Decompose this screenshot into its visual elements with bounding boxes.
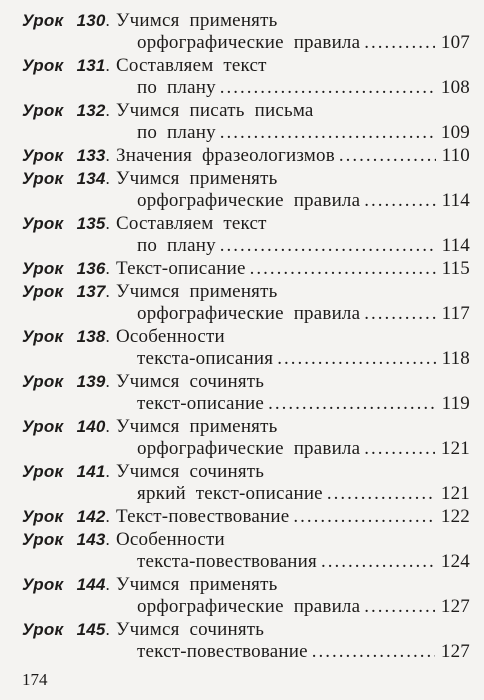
page-reference: 124 bbox=[440, 551, 470, 572]
toc-entry-continuation bbox=[22, 303, 470, 325]
lesson-word: Урок bbox=[22, 462, 64, 481]
lesson-title-text: Особенности bbox=[116, 326, 225, 347]
lesson-title bbox=[116, 506, 441, 528]
lesson-title-text: орфографические правила bbox=[137, 190, 361, 211]
lesson-title-text: Учимся сочинять bbox=[116, 461, 265, 482]
lesson-number: 145 bbox=[76, 620, 106, 639]
toc-entry-line bbox=[22, 371, 470, 393]
lesson-title bbox=[116, 213, 470, 235]
lesson-number: 142 bbox=[76, 507, 106, 526]
toc-entry-continuation bbox=[22, 438, 470, 460]
lesson-word: Урок bbox=[22, 372, 64, 391]
lesson-label: Урок 130. bbox=[22, 11, 110, 30]
lesson-title-text: текста-описания bbox=[137, 348, 274, 369]
lesson-label: Урок 145. bbox=[22, 620, 110, 639]
lesson-label: Урок 132. bbox=[22, 101, 110, 120]
lesson-number: 134 bbox=[76, 169, 106, 188]
toc-entry bbox=[22, 10, 470, 54]
lesson-word: Урок bbox=[22, 146, 64, 165]
lesson-title bbox=[137, 303, 442, 325]
lesson-word: Урок bbox=[22, 327, 64, 346]
lesson-number: 143 bbox=[76, 530, 106, 549]
toc-entry-continuation bbox=[22, 483, 470, 505]
lesson-title-text: по плану bbox=[137, 235, 216, 256]
toc-entry bbox=[22, 574, 470, 618]
lesson-label: Урок 137. bbox=[22, 282, 110, 301]
lesson-title-text: Учимся применять bbox=[116, 168, 278, 189]
dot-leader bbox=[220, 122, 435, 144]
lesson-label: Урок 134. bbox=[22, 169, 110, 188]
toc-entry-continuation bbox=[22, 77, 470, 99]
toc-entry-line bbox=[22, 326, 470, 348]
toc-entry-line bbox=[22, 100, 470, 122]
lesson-label: Урок 143. bbox=[22, 530, 110, 549]
lesson-title bbox=[137, 551, 441, 573]
lesson-label: Урок 140. bbox=[22, 417, 110, 436]
lesson-word: Урок bbox=[22, 507, 64, 526]
toc-entry-continuation bbox=[22, 32, 470, 54]
toc-entry-line bbox=[22, 506, 470, 528]
dot-leader bbox=[250, 258, 436, 280]
lesson-title bbox=[116, 55, 470, 77]
lesson-number: 132 bbox=[76, 101, 106, 120]
dot-leader bbox=[293, 506, 435, 528]
lesson-number: 139 bbox=[76, 372, 106, 391]
lesson-title bbox=[137, 77, 441, 99]
toc-entry-line bbox=[22, 619, 470, 641]
page-reference: 115 bbox=[441, 258, 470, 279]
toc-entry bbox=[22, 258, 470, 280]
toc-entry bbox=[22, 326, 470, 370]
toc-entry bbox=[22, 619, 470, 663]
toc-entry-line bbox=[22, 281, 470, 303]
lesson-label: Урок 138. bbox=[22, 327, 110, 346]
toc-entry-line bbox=[22, 574, 470, 596]
dot-leader bbox=[364, 32, 435, 54]
lesson-title bbox=[116, 574, 470, 596]
lesson-word: Урок bbox=[22, 56, 64, 75]
toc-entry bbox=[22, 461, 470, 505]
toc-entry-continuation bbox=[22, 393, 470, 415]
page-reference: 121 bbox=[440, 483, 470, 504]
lesson-title bbox=[137, 235, 442, 257]
lesson-title bbox=[116, 258, 442, 280]
toc-entry bbox=[22, 281, 470, 325]
lesson-word: Урок bbox=[22, 101, 64, 120]
lesson-title-text: Учимся сочинять bbox=[116, 619, 265, 640]
lesson-title bbox=[137, 122, 441, 144]
page-reference: 114 bbox=[441, 190, 470, 211]
toc-entry-line bbox=[22, 416, 470, 438]
lesson-title bbox=[116, 100, 470, 122]
page-number: 174 bbox=[22, 670, 48, 689]
page-reference: 127 bbox=[440, 641, 470, 662]
lesson-word: Урок bbox=[22, 530, 64, 549]
lesson-title bbox=[137, 393, 442, 415]
page-reference: 114 bbox=[441, 235, 470, 256]
toc-entry bbox=[22, 529, 470, 573]
toc-entry bbox=[22, 168, 470, 212]
toc-entry-line bbox=[22, 529, 470, 551]
lesson-title-text: текст-описание bbox=[137, 393, 265, 414]
lesson-title-text: Значения фразеологизмов bbox=[116, 145, 335, 166]
dot-leader bbox=[364, 190, 435, 212]
lesson-title bbox=[137, 438, 441, 460]
lesson-title bbox=[116, 371, 470, 393]
lesson-number: 138 bbox=[76, 327, 106, 346]
lesson-title bbox=[137, 483, 441, 505]
dot-leader bbox=[321, 551, 435, 573]
toc-entry-continuation bbox=[22, 348, 470, 370]
lesson-title-text: Текст-описание bbox=[116, 258, 246, 279]
dot-leader bbox=[339, 145, 436, 167]
toc-entry-line bbox=[22, 145, 470, 167]
toc-entry-continuation bbox=[22, 596, 470, 618]
lesson-title bbox=[137, 32, 441, 54]
page-reference: 117 bbox=[441, 303, 470, 324]
dot-leader bbox=[220, 77, 435, 99]
toc-entry-continuation bbox=[22, 551, 470, 573]
lesson-title bbox=[116, 416, 470, 438]
lesson-title-text: Составляем текст bbox=[116, 55, 267, 76]
lesson-number: 130 bbox=[76, 11, 106, 30]
lesson-title-text: Учимся применять bbox=[116, 416, 278, 437]
toc-entry bbox=[22, 213, 470, 257]
lesson-title-text: орфографические правила bbox=[137, 32, 361, 53]
lesson-title-text: Особенности bbox=[116, 529, 225, 550]
page-reference: 127 bbox=[440, 596, 470, 617]
lesson-title-text: Составляем текст bbox=[116, 213, 267, 234]
lesson-word: Урок bbox=[22, 11, 64, 30]
lesson-label: Урок 136. bbox=[22, 259, 110, 278]
lesson-title-text: текста-повествования bbox=[137, 551, 317, 572]
lesson-label: Урок 133. bbox=[22, 146, 110, 165]
toc-entry bbox=[22, 416, 470, 460]
lesson-title bbox=[137, 190, 442, 212]
lesson-title-text: Учимся применять bbox=[116, 281, 278, 302]
lesson-title-text: по плану bbox=[137, 77, 216, 98]
lesson-label: Урок 135. bbox=[22, 214, 110, 233]
toc-entry bbox=[22, 506, 470, 528]
lesson-title bbox=[116, 168, 470, 190]
lesson-word: Урок bbox=[22, 620, 64, 639]
lesson-label: Урок 139. bbox=[22, 372, 110, 391]
lesson-number: 144 bbox=[76, 575, 106, 594]
toc-entry-continuation bbox=[22, 122, 470, 144]
toc-entry-line bbox=[22, 55, 470, 77]
page-reference: 110 bbox=[441, 145, 470, 166]
toc-entry-line bbox=[22, 168, 470, 190]
lesson-word: Урок bbox=[22, 214, 64, 233]
toc-entry bbox=[22, 371, 470, 415]
lesson-title bbox=[116, 529, 470, 551]
lesson-title bbox=[116, 10, 470, 32]
lesson-title-text: Учимся применять bbox=[116, 10, 278, 31]
lesson-number: 136 bbox=[76, 259, 106, 278]
lesson-word: Урок bbox=[22, 259, 64, 278]
lesson-number: 133 bbox=[76, 146, 106, 165]
toc-entry-continuation bbox=[22, 235, 470, 257]
lesson-label: Урок 144. bbox=[22, 575, 110, 594]
lesson-number: 140 bbox=[76, 417, 106, 436]
dot-leader bbox=[364, 596, 435, 618]
page-reference: 118 bbox=[441, 348, 470, 369]
toc-entry bbox=[22, 145, 470, 167]
lesson-word: Урок bbox=[22, 575, 64, 594]
lesson-word: Урок bbox=[22, 417, 64, 436]
dot-leader bbox=[327, 483, 435, 505]
lesson-label: Урок 142. bbox=[22, 507, 110, 526]
lesson-number: 141 bbox=[76, 462, 106, 481]
lesson-title bbox=[137, 348, 442, 370]
lesson-title-text: орфографические правила bbox=[137, 303, 361, 324]
page-reference: 109 bbox=[440, 122, 470, 143]
table-of-contents bbox=[22, 10, 470, 664]
toc-entry-continuation bbox=[22, 641, 470, 663]
lesson-number: 137 bbox=[76, 282, 106, 301]
dot-leader bbox=[277, 348, 435, 370]
lesson-title bbox=[116, 145, 442, 167]
lesson-title-text: Учимся писать письма bbox=[116, 100, 314, 121]
toc-entry bbox=[22, 55, 470, 99]
lesson-label: Урок 141. bbox=[22, 462, 110, 481]
lesson-title bbox=[137, 641, 441, 663]
dot-leader bbox=[312, 641, 435, 663]
lesson-title bbox=[116, 326, 470, 348]
lesson-title bbox=[137, 596, 441, 618]
page-reference: 107 bbox=[440, 32, 470, 53]
lesson-title-text: Текст-повествование bbox=[116, 506, 290, 527]
dot-leader bbox=[220, 235, 436, 257]
lesson-word: Урок bbox=[22, 169, 64, 188]
lesson-title-text: текст-повествование bbox=[137, 641, 308, 662]
lesson-number: 135 bbox=[76, 214, 106, 233]
lesson-word: Урок bbox=[22, 282, 64, 301]
lesson-title-text: орфографические правила bbox=[137, 438, 361, 459]
lesson-label: Урок 131. bbox=[22, 56, 110, 75]
lesson-title bbox=[116, 619, 470, 641]
page-reference: 108 bbox=[440, 77, 470, 98]
toc-entry-line bbox=[22, 461, 470, 483]
page-reference: 122 bbox=[440, 506, 470, 527]
lesson-title-text: орфографические правила bbox=[137, 596, 361, 617]
toc-entry-line bbox=[22, 10, 470, 32]
toc-entry-line bbox=[22, 258, 470, 280]
lesson-title-text: яркий текст-описание bbox=[137, 483, 323, 504]
lesson-number: 131 bbox=[76, 56, 106, 75]
lesson-title bbox=[116, 281, 470, 303]
lesson-title bbox=[116, 461, 470, 483]
lesson-title-text: Учимся применять bbox=[116, 574, 278, 595]
page-reference: 121 bbox=[440, 438, 470, 459]
toc-entry-line bbox=[22, 213, 470, 235]
lesson-title-text: Учимся сочинять bbox=[116, 371, 265, 392]
dot-leader bbox=[364, 303, 435, 325]
toc-entry bbox=[22, 100, 470, 144]
toc-entry-continuation bbox=[22, 190, 470, 212]
page-reference: 119 bbox=[441, 393, 470, 414]
dot-leader bbox=[268, 393, 436, 415]
lesson-title-text: по плану bbox=[137, 122, 216, 143]
dot-leader bbox=[364, 438, 435, 460]
